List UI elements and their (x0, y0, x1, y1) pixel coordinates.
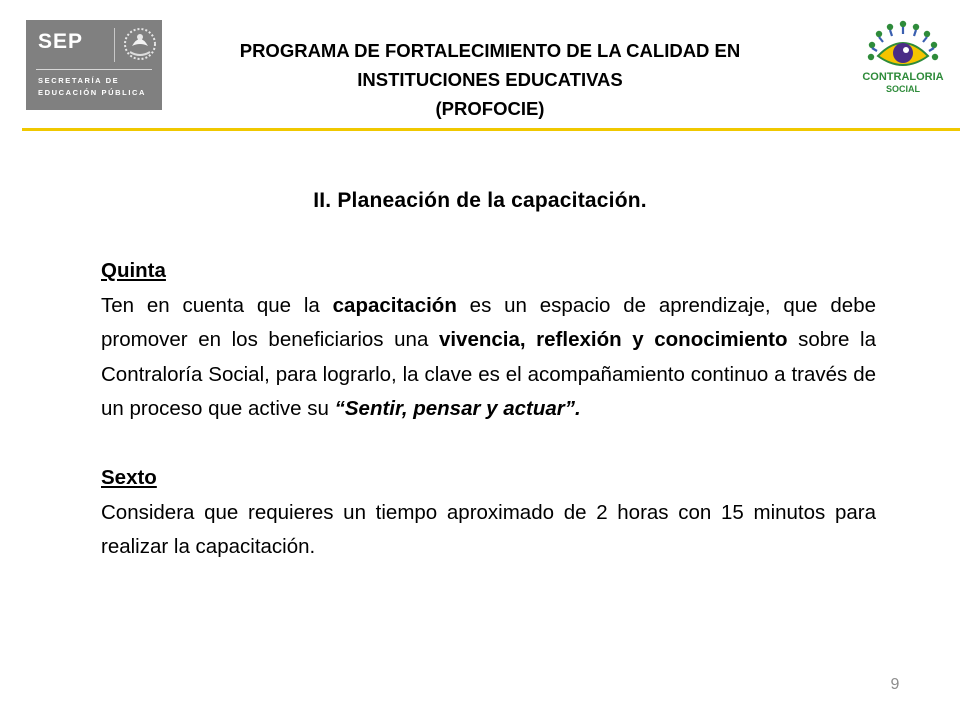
contraloria-logo-line-2: SOCIAL (885, 84, 921, 94)
contraloria-social-logo (860, 16, 946, 106)
program-title (190, 36, 790, 123)
sep-logo-subtitle-1: SECRETARÍA DE (38, 76, 120, 85)
paragraph-quinta-text-1: Ten en cuenta que la (101, 293, 333, 317)
sep-logo-line (36, 69, 152, 70)
header-divider (22, 128, 960, 131)
contraloria-logo-line-1: CONTRALORIA (862, 71, 944, 83)
program-title-line-1: PROGRAMA DE FORTALECIMIENTO DE LA CALIDAD EN (239, 40, 741, 61)
sep-logo-text: SEP (38, 30, 84, 53)
heading-quinta: Quinta (101, 259, 166, 282)
paragraph-quinta (101, 289, 876, 427)
paragraph-spacer (101, 427, 876, 462)
heading-sexto: Sexto (101, 466, 157, 489)
program-title-line-2: INSTITUCIONES EDUCATIVAS (357, 69, 623, 90)
content-body (101, 254, 876, 565)
section-title: II. Planeación de la capacitación. (313, 189, 647, 212)
sep-logo-divider (114, 28, 115, 62)
page-number: 9 (890, 676, 900, 693)
paragraph-sexto: Considera que requieres un tiempo aproximado de 2 horas con 15 minutos para realizar la capacitación. (101, 500, 876, 558)
sep-logo (26, 20, 162, 110)
paragraph-quinta-bold-vivencia: vivencia, reflexión y conocimiento (438, 328, 788, 351)
program-title-line-3: (PROFOCIE) (435, 98, 545, 119)
paragraph-quinta-bold-capacitacion: capacitación (332, 293, 457, 317)
sep-logo-subtitle-2: EDUCACIÓN PÚBLICA (38, 88, 147, 97)
paragraph-quinta-text-3: sobre la Contraloría Social, para lograrlo, la clave es el acompañamiento continuo a través de un proceso que active su (101, 328, 876, 420)
paragraph-quinta-quote: “Sentir, pensar y actuar”. (334, 397, 581, 420)
mexican-eagle-seal-icon (122, 24, 158, 62)
paragraph-quinta-text-2: es un espacio de aprendizaje, que debe promover en los beneficiarios una (101, 293, 876, 351)
